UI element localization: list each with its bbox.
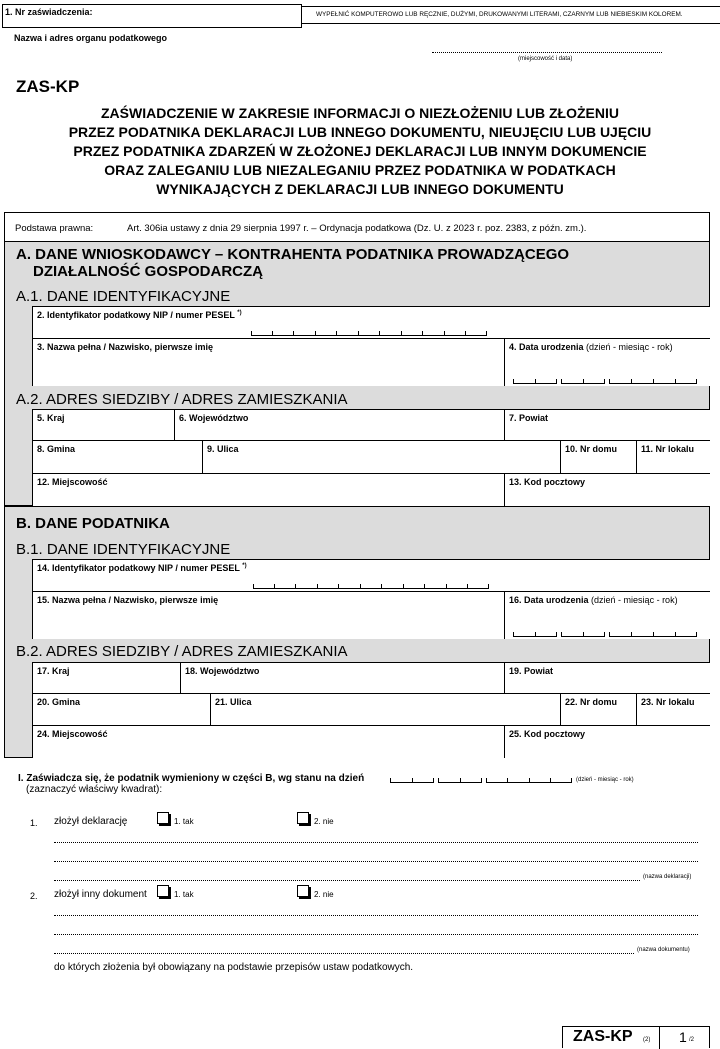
field-23-apartment-no[interactable]: 23. Nr lokalu [636, 693, 710, 726]
item-2-no-checkbox[interactable] [297, 885, 309, 897]
closing-text: do których złożenia był obowiązany na podstawie przepisów ustaw podatkowych. [54, 962, 414, 973]
declaration-line[interactable] [54, 880, 640, 881]
field-9-street[interactable]: 9. Ulica [202, 440, 560, 473]
legal-label: Podstawa prawna: [15, 223, 94, 234]
field-7-county[interactable]: 7. Powiat [504, 409, 710, 442]
section-b1-title: B.1. DANE IDENTYFIKACYJNE [16, 541, 231, 558]
field-24-city[interactable]: 24. Miejscowość [32, 725, 504, 758]
section-a2-title: A.2. ADRES SIEDZIBY / ADRES ZAMIESZKANIA [16, 391, 348, 408]
item-1-label: złożył deklarację [54, 816, 128, 827]
field-label: 3. Nazwa pełna / Nazwisko, pierwsze imię [37, 342, 214, 352]
certify-date-year[interactable] [486, 776, 572, 783]
field-12-city[interactable]: 12. Miejscowość [32, 473, 504, 506]
field-8-commune[interactable]: 8. Gmina [32, 440, 202, 473]
title-line: PRZEZ PODATNIKA ZDARZEŃ W ZŁOŻONEJ DEKLARACJI LUB INNYM DOKUMENCIE [73, 143, 647, 159]
instruction: WYPEŁNIĆ KOMPUTEROWO LUB RĘCZNIE, DUŻYMI, DRUKOWANYMI LITERAMI, CZARNYM LUB NIEBIESKIM KOLOREM. [302, 6, 720, 24]
field-label: 16. Data urodzenia (dzień - miesiąc - rok) [509, 595, 678, 605]
field-label: 14. Identyfikator podatkowy NIP / numer PESEL *) [37, 563, 247, 573]
nr-field[interactable] [2, 4, 302, 28]
document-line[interactable] [54, 953, 634, 954]
footer-code-box [562, 1026, 710, 1048]
place-date-line[interactable] [432, 52, 662, 53]
footer-version: (2) [643, 1037, 651, 1043]
declaration-line[interactable] [54, 861, 698, 862]
item-1-no-label: 2. nie [314, 817, 334, 826]
date-boxes [561, 377, 605, 384]
item-2-no-label: 2. nie [314, 890, 334, 899]
legal-text: Art. 306ia ustawy z dnia 29 sierpnia 1997 r. – Ordynacja podatkowa (Dz. U. z 2023 r. poz. 2383, z późn. zm.). [127, 223, 587, 234]
date-boxes [609, 377, 697, 384]
item-1-yes-checkbox[interactable] [157, 812, 169, 824]
field-15-name[interactable] [32, 591, 504, 639]
organ-label: Nazwa i adres organu podatkowego [14, 33, 168, 43]
nip-boxes [251, 329, 487, 336]
item-1-number: 1. [30, 818, 38, 828]
section-a-title-2: DZIAŁALNOŚĆ GOSPODARCZĄ [33, 263, 263, 280]
form-title [0, 104, 720, 199]
footer-pages: /2 [689, 1037, 695, 1043]
field-18-voivodeship[interactable]: 18. Województwo [180, 662, 504, 695]
certify-date-month[interactable] [438, 776, 482, 783]
field-14-nip-pesel[interactable] [32, 559, 710, 591]
field-label: 4. Data urodzenia (dzień - miesiąc - rok) [509, 342, 673, 352]
field-22-house-no[interactable]: 22. Nr domu [560, 693, 636, 726]
field-label: 15. Nazwa pełna / Nazwisko, pierwsze imię [37, 595, 219, 605]
certify-line: I. Zaświadcza się, że podatnik wymieniony w części B, wg stanu na dzień [18, 773, 365, 784]
section-b2-title: B.2. ADRES SIEDZIBY / ADRES ZAMIESZKANIA [16, 643, 348, 660]
footer-page: 1 [679, 1029, 687, 1045]
field-16-birth-date[interactable] [504, 591, 710, 639]
field-25-postal-code[interactable]: 25. Kod pocztowy [504, 725, 710, 758]
field-6-voivodeship[interactable]: 6. Województwo [174, 409, 504, 442]
nip-boxes [253, 582, 489, 589]
nr-label: 1. Nr zaświadczenia: [5, 7, 93, 17]
certify-date-hint: (dzień - miesiąc - rok) [576, 777, 634, 783]
field-4-birth-date[interactable] [504, 338, 710, 386]
date-boxes [561, 630, 605, 637]
document-name-hint: (nazwa dokumentu) [637, 947, 690, 953]
place-date-hint: (miejscowość i data) [518, 56, 573, 62]
item-2-yes-checkbox[interactable] [157, 885, 169, 897]
title-line: ZAŚWIADCZENIE W ZAKRESIE INFORMACJI O NIEZŁOŻENIU LUB ZŁOŻENIU [101, 105, 619, 121]
field-20-commune[interactable]: 20. Gmina [32, 693, 210, 726]
field-19-county[interactable]: 19. Powiat [504, 662, 710, 695]
field-17-country[interactable]: 17. Kraj [32, 662, 180, 695]
title-line: WYNIKAJĄCYCH Z DEKLARACJI LUB INNEGO DOKUMENTU [156, 181, 564, 197]
section-a1-title: A.1. DANE IDENTYFIKACYJNE [16, 288, 231, 305]
field-21-street[interactable]: 21. Ulica [210, 693, 560, 726]
declaration-line[interactable] [54, 842, 698, 843]
certify-date-day[interactable] [390, 776, 434, 783]
title-line: ORAZ ZALEGANIU LUB NIEZALEGANIU PRZEZ PODATNIKA W PODATKACH [104, 162, 616, 178]
title-line: PRZEZ PODATNIKA DEKLARACJI LUB INNEGO DOKUMENTU, NIEUJĘCIU LUB UJĘCIU [68, 124, 652, 140]
footer-divider [659, 1027, 660, 1049]
field-5-country[interactable]: 5. Kraj [32, 409, 174, 442]
section-a-title: A. DANE WNIOSKODAWCY – KONTRAHENTA PODATNIKA PROWADZĄCEGO [16, 246, 570, 263]
item-2-number: 2. [30, 891, 38, 901]
legal-basis [4, 212, 710, 242]
field-10-house-no[interactable]: 10. Nr domu [560, 440, 636, 473]
field-label: 2. Identyfikator podatkowy NIP / numer PESEL *) [37, 310, 242, 320]
item-1-yes-label: 1. tak [174, 817, 194, 826]
footer-form-code: ZAS-KP [573, 1028, 633, 1045]
document-line[interactable] [54, 934, 698, 935]
date-boxes [609, 630, 697, 637]
item-1-no-checkbox[interactable] [297, 812, 309, 824]
field-11-apartment-no[interactable]: 11. Nr lokalu [636, 440, 710, 473]
item-2-yes-label: 1. tak [174, 890, 194, 899]
field-3-name[interactable] [32, 338, 504, 386]
declaration-name-hint: (nazwa deklaracji) [643, 874, 692, 880]
date-boxes [513, 630, 557, 637]
field-2-nip-pesel[interactable] [32, 306, 710, 338]
item-2-label: złożył inny dokument [54, 889, 147, 900]
field-13-postal-code[interactable]: 13. Kod pocztowy [504, 473, 710, 506]
document-line[interactable] [54, 915, 698, 916]
section-b-title: B. DANE PODATNIKA [16, 515, 170, 532]
date-boxes [513, 377, 557, 384]
form-code: ZAS-KP [16, 77, 80, 96]
certify-instruction: (zaznaczyć właściwy kwadrat): [26, 784, 163, 795]
